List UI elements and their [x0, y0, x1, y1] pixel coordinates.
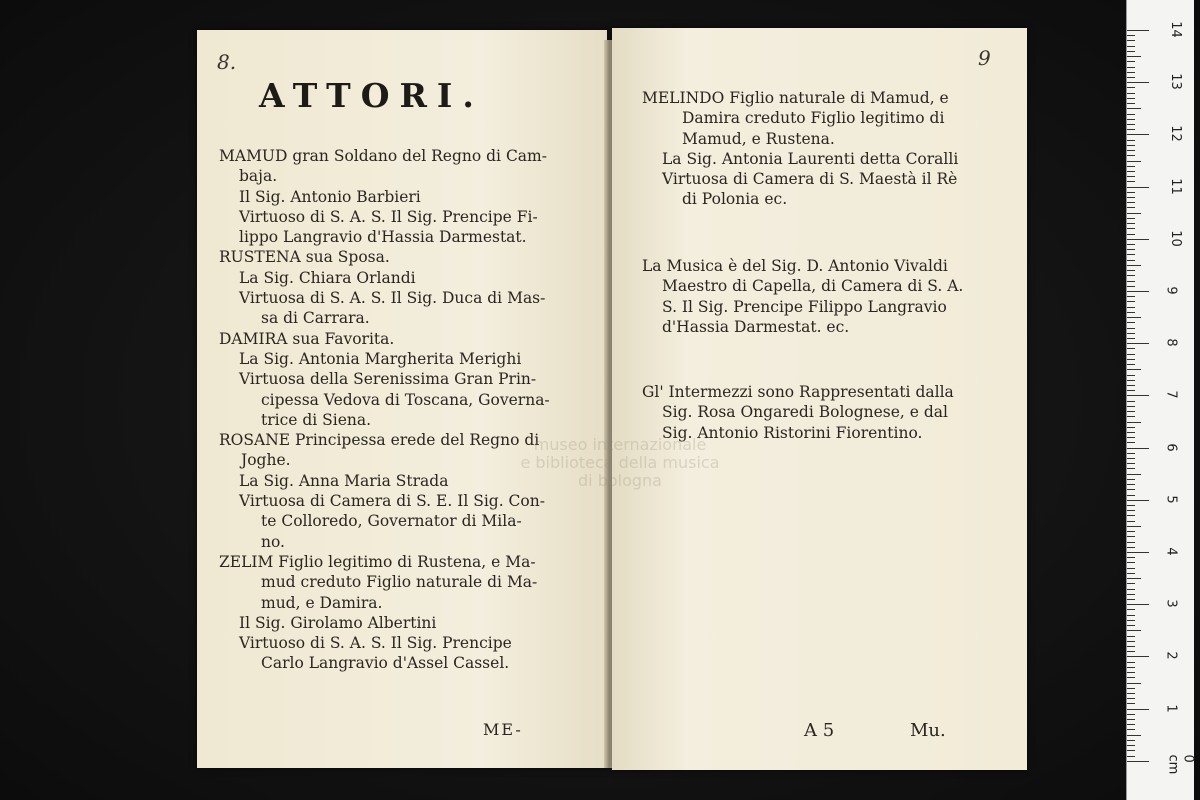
text-line: La Sig. Chiara Orlandi [239, 268, 416, 287]
ruler-minor-tick [1127, 51, 1135, 52]
ruler-minor-tick [1127, 369, 1141, 370]
ruler-minor-tick [1127, 416, 1135, 417]
ruler-tick [1127, 134, 1149, 135]
ruler-minor-tick [1127, 213, 1141, 214]
ruler-minor-tick [1127, 625, 1135, 626]
ruler-tick [1127, 395, 1149, 396]
ruler-minor-tick [1127, 411, 1135, 412]
ruler-minor-tick [1127, 542, 1135, 543]
text-line: La Sig. Anna Maria Strada [239, 471, 449, 490]
ruler-minor-tick [1127, 359, 1135, 360]
ruler-minor-tick [1127, 479, 1135, 480]
ruler-minor-tick [1127, 756, 1135, 757]
ruler-minor-tick [1127, 453, 1135, 454]
ruler-minor-tick [1127, 401, 1135, 402]
ruler-minor-tick [1127, 489, 1135, 490]
watermark-line: e biblioteca della musica [520, 453, 720, 472]
left-catchword: ME- [483, 720, 523, 739]
ruler-minor-tick [1127, 322, 1135, 323]
ruler-tick [1127, 761, 1149, 762]
ruler-minor-tick [1127, 307, 1135, 308]
ruler-minor-tick [1127, 740, 1135, 741]
intermezzi-credit [642, 382, 1017, 443]
ruler-minor-tick [1127, 515, 1135, 516]
ruler-minor-tick [1127, 526, 1141, 527]
ruler-minor-tick [1127, 724, 1135, 725]
ruler-label: 5 [1163, 495, 1179, 504]
text-line: ZELIM Figlio legitimo di Rustena, e Ma- [219, 552, 536, 571]
ruler-minor-tick [1127, 442, 1135, 443]
left-page [197, 30, 607, 768]
ruler-minor-tick [1127, 719, 1135, 720]
text-line: Virtuoso di S. A. S. Il Sig. Prencipe [239, 634, 512, 653]
ruler-minor-tick [1127, 693, 1135, 694]
ruler-minor-tick [1127, 745, 1135, 746]
ruler-tick [1127, 291, 1149, 292]
page-title: ATTORI. [259, 76, 484, 115]
ruler-minor-tick [1127, 573, 1135, 574]
ruler-minor-tick [1127, 474, 1141, 475]
ruler-minor-tick [1127, 312, 1135, 313]
cast-continued [642, 88, 1017, 210]
ruler-minor-tick [1127, 161, 1141, 162]
ruler-minor-tick [1127, 244, 1135, 245]
ruler-minor-tick [1127, 641, 1135, 642]
ruler-minor-tick [1127, 390, 1135, 391]
music-credit [642, 256, 1017, 337]
ruler-tick [1127, 30, 1149, 31]
ruler-minor-tick [1127, 437, 1135, 438]
ruler-label: 11 [1167, 177, 1183, 195]
left-page-number: 8. [217, 50, 237, 74]
text-line: d'Hassia Darmestat. ec. [662, 317, 850, 336]
library-watermark [520, 436, 720, 490]
text-line: MAMUD gran Soldano del Regno di Cam- [219, 147, 547, 165]
ruler-minor-tick [1127, 61, 1135, 62]
ruler-label: 8 [1163, 338, 1179, 347]
ruler-minor-tick [1127, 714, 1135, 715]
ruler-minor-tick [1127, 677, 1135, 678]
ruler-tick [1127, 500, 1149, 501]
ruler-label: 3 [1163, 599, 1179, 608]
ruler-minor-tick [1127, 484, 1135, 485]
ruler-minor-tick [1127, 568, 1135, 569]
right-page-number: 9 [978, 46, 991, 70]
ruler-minor-tick [1127, 495, 1135, 496]
ruler-minor-tick [1127, 651, 1135, 652]
text-line: ROSANE Principessa erede del Regno di [219, 431, 540, 450]
text-line: di Polonia ec. [682, 190, 788, 209]
text-line: Il Sig. Girolamo Albertini [239, 613, 437, 632]
ruler-label: 12 [1167, 125, 1183, 143]
ruler-tick [1127, 552, 1149, 553]
ruler-minor-tick [1127, 166, 1135, 167]
text-line: La Sig. Antonia Laurenti detta Coralli [662, 149, 959, 168]
ruler-minor-tick [1127, 683, 1141, 684]
ruler-minor-tick [1127, 72, 1135, 73]
ruler-minor-tick [1127, 254, 1135, 255]
text-line: Sig. Antonio Ristorini Fiorentino. [662, 423, 923, 442]
ruler-label: 14 [1167, 21, 1183, 38]
text-line: mud, e Damira. [261, 593, 383, 612]
ruler-minor-tick [1127, 698, 1135, 699]
ruler-minor-tick [1127, 609, 1135, 610]
ruler-minor-tick [1127, 56, 1141, 57]
ruler-tick [1127, 709, 1149, 710]
text-line: La Musica è del Sig. D. Antonio Vivaldi [642, 257, 948, 275]
ruler-minor-tick [1127, 207, 1135, 208]
ruler-minor-tick [1127, 270, 1135, 271]
ruler-minor-tick [1127, 620, 1135, 621]
ruler-minor-tick [1127, 562, 1135, 563]
ruler-minor-tick [1127, 354, 1135, 355]
ruler-minor-tick [1127, 630, 1141, 631]
ruler-minor-tick [1127, 333, 1135, 334]
ruler-minor-tick [1127, 260, 1135, 261]
text-line: trice di Siena. [261, 410, 372, 429]
ruler-minor-tick [1127, 636, 1135, 637]
text-line: Virtuoso di S. A. S. Il Sig. Prencipe Fi- [239, 207, 538, 226]
text-line: mud creduto Figlio naturale di Ma- [261, 573, 538, 592]
text-line: te Colloredo, Governator di Mila- [261, 512, 522, 531]
ruler-tick [1127, 82, 1149, 83]
text-line: S. Il Sig. Prencipe Filippo Langravio [662, 297, 947, 316]
ruler-minor-tick [1127, 536, 1135, 537]
ruler-label: 4 [1163, 547, 1179, 556]
ruler-label: 2 [1163, 651, 1179, 661]
measurement-ruler [1126, 0, 1194, 800]
ruler-minor-tick [1127, 375, 1135, 376]
signature-mark: A 5 [804, 720, 835, 741]
right-page [612, 28, 1027, 770]
ruler-minor-tick [1127, 192, 1135, 193]
ruler-minor-tick [1127, 510, 1135, 511]
ruler-minor-tick [1127, 140, 1135, 141]
ruler-minor-tick [1127, 646, 1135, 647]
ruler-minor-tick [1127, 432, 1135, 433]
ruler-minor-tick [1127, 672, 1135, 673]
ruler-minor-tick [1127, 286, 1135, 287]
ruler-minor-tick [1127, 735, 1141, 736]
ruler-tick [1127, 604, 1149, 605]
ruler-label: 13 [1167, 73, 1183, 90]
ruler-minor-tick [1127, 364, 1135, 365]
ruler-minor-tick [1127, 422, 1141, 423]
ruler-minor-tick [1127, 578, 1141, 579]
text-line: Maestro di Capella, di Camera di S. A. [662, 277, 964, 296]
ruler-label: 1 [1163, 703, 1179, 713]
ruler-minor-tick [1127, 296, 1135, 297]
ruler-minor-tick [1127, 703, 1135, 704]
ruler-minor-tick [1127, 380, 1135, 381]
ruler-minor-tick [1127, 589, 1135, 590]
ruler-minor-tick [1127, 46, 1135, 47]
ruler-minor-tick [1127, 93, 1135, 94]
cast-list [219, 146, 597, 674]
ruler-minor-tick [1127, 228, 1135, 229]
ruler-minor-tick [1127, 202, 1135, 203]
ruler-minor-tick [1127, 145, 1135, 146]
text-line: no. [261, 532, 285, 551]
ruler-tick [1127, 343, 1149, 344]
ruler-minor-tick [1127, 119, 1135, 120]
ruler-minor-tick [1127, 547, 1135, 548]
ruler-minor-tick [1127, 87, 1135, 88]
ruler-minor-tick [1127, 505, 1135, 506]
ruler-minor-tick [1127, 583, 1135, 584]
ruler-minor-tick [1127, 688, 1135, 689]
text-line: MELINDO Figlio naturale di Mamud, e [642, 89, 949, 107]
ruler-minor-tick [1127, 197, 1135, 198]
text-line: Virtuosa di S. A. S. Il Sig. Duca di Mas- [239, 289, 546, 308]
ruler-minor-tick [1127, 281, 1135, 282]
text-line: Damira creduto Figlio legitimo di [682, 109, 945, 128]
text-line: Sig. Rosa Ongaredi Bolognese, e dal [662, 403, 949, 422]
ruler-minor-tick [1127, 249, 1135, 250]
ruler-minor-tick [1127, 124, 1135, 125]
ruler-minor-tick [1127, 385, 1135, 386]
ruler-minor-tick [1127, 348, 1135, 349]
ruler-minor-tick [1127, 750, 1135, 751]
text-line: Mamud, e Rustena. [682, 129, 835, 148]
ruler-minor-tick [1127, 667, 1135, 668]
ruler-label: 7 [1163, 390, 1179, 400]
ruler-minor-tick [1127, 557, 1135, 558]
text-line: Virtuosa di Camera di S. Maestà il Rè [662, 170, 958, 189]
ruler-minor-tick [1127, 35, 1135, 36]
ruler-minor-tick [1127, 317, 1141, 318]
ruler-tick [1127, 448, 1149, 449]
text-line: Virtuosa di Camera di S. E. Il Sig. Con- [239, 492, 545, 511]
ruler-minor-tick [1127, 531, 1135, 532]
ruler-minor-tick [1127, 114, 1135, 115]
text-line: sa di Carrara. [261, 309, 370, 328]
ruler-label: 9 [1163, 286, 1179, 295]
ruler-minor-tick [1127, 129, 1135, 130]
ruler-minor-tick [1127, 176, 1135, 177]
ruler-minor-tick [1127, 662, 1135, 663]
ruler-minor-tick [1127, 328, 1135, 329]
ruler-label: 6 [1163, 442, 1179, 452]
watermark-line: di bologna [578, 471, 662, 490]
ruler-minor-tick [1127, 108, 1141, 109]
text-line: Virtuosa della Serenissima Gran Prin- [239, 370, 537, 389]
ruler-minor-tick [1127, 599, 1135, 600]
ruler-minor-tick [1127, 427, 1135, 428]
ruler-minor-tick [1127, 729, 1135, 730]
text-line: lippo Langravio d'Hassia Darmestat. [239, 228, 527, 247]
ruler-minor-tick [1127, 615, 1135, 616]
ruler-minor-tick [1127, 265, 1141, 266]
text-line: RUSTENA sua Sposa. [219, 248, 390, 267]
ruler-minor-tick [1127, 275, 1135, 276]
ruler-minor-tick [1127, 40, 1135, 41]
text-line: Joghe. [241, 451, 291, 470]
ruler-minor-tick [1127, 181, 1135, 182]
ruler-tick [1127, 239, 1149, 240]
ruler-minor-tick [1127, 521, 1135, 522]
text-line: La Sig. Antonia Margherita Merighi [239, 349, 522, 368]
text-line: Carlo Langravio d'Assel Cassel. [261, 654, 510, 673]
ruler-minor-tick [1127, 218, 1135, 219]
ruler-minor-tick [1127, 98, 1135, 99]
ruler-tick [1127, 656, 1149, 657]
ruler-minor-tick [1127, 103, 1135, 104]
text-line: Gl' Intermezzi sono Rappresentati dalla [642, 383, 954, 401]
ruler-minor-tick [1127, 67, 1135, 68]
text-line: baja. [239, 167, 278, 186]
ruler-tick [1127, 187, 1149, 188]
ruler-label: 10 [1167, 230, 1183, 247]
ruler-minor-tick [1127, 338, 1135, 339]
text-line: DAMIRA sua Favorita. [219, 329, 395, 348]
ruler-minor-tick [1127, 463, 1135, 464]
ruler-minor-tick [1127, 171, 1135, 172]
ruler-minor-tick [1127, 594, 1135, 595]
ruler-minor-tick [1127, 458, 1135, 459]
ruler-minor-tick [1127, 155, 1135, 156]
ruler-minor-tick [1127, 406, 1135, 407]
ruler-minor-tick [1127, 234, 1135, 235]
watermark-line: museo internazionale [533, 435, 707, 454]
ruler-label: 0 cm [1165, 754, 1196, 775]
ruler-minor-tick [1127, 301, 1135, 302]
right-catchword: Mu. [910, 720, 946, 741]
text-line: Il Sig. Antonio Barbieri [239, 187, 421, 206]
ruler-minor-tick [1127, 150, 1135, 151]
text-line: cipessa Vedova di Toscana, Governa- [261, 390, 550, 409]
ruler-minor-tick [1127, 223, 1135, 224]
ruler-minor-tick [1127, 77, 1135, 78]
ruler-minor-tick [1127, 468, 1135, 469]
